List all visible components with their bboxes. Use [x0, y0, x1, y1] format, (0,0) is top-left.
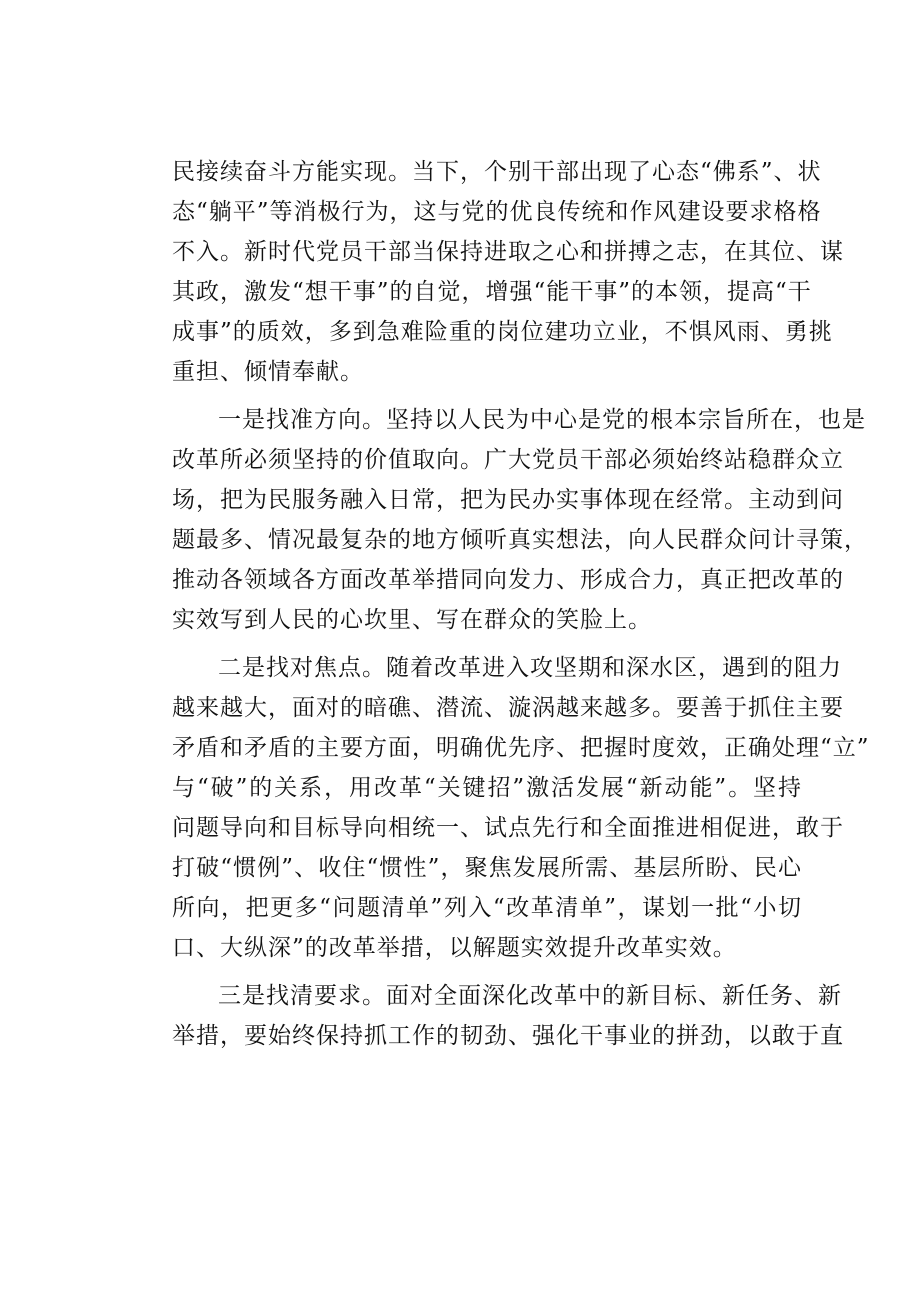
text-line: 民接续奋斗方能实现。当下，个别干部出现了心态“佛系”、状: [172, 159, 822, 185]
text-line: 举措，要始终保持抓工作的韧劲、强化干事业的拼劲，以敢于直: [172, 1023, 844, 1049]
text-line: 一是找准方向。坚持以人民为中心是党的根本宗旨所在，也是: [218, 407, 866, 433]
text-line: 重担、倾情奉献。: [172, 359, 364, 385]
text-line: 其政，激发“想干事”的自觉，增强“能干事”的本领，提高“干: [172, 279, 812, 305]
text-line: 实效写到人民的心坎里、写在群众的笑脸上。: [172, 607, 652, 633]
text-line: 越来越大，面对的暗礁、潜流、漩涡越来越多。要善于抓住主要: [172, 695, 844, 721]
text-line: 所向，把更多“问题清单”列入“改革清单”，谋划一批“小切: [172, 895, 802, 921]
text-line: 成事”的质效，多到急难险重的岗位建功立业，不惧风雨、勇挑: [172, 319, 833, 345]
text-line: 态“躺平”等消极行为，这与党的优良传统和作风建设要求格格: [172, 199, 822, 225]
text-line: 场，把为民服务融入日常，把为民办实事体现在经常。主动到问: [172, 487, 844, 513]
paragraph-focus: [172, 648, 870, 968]
text-line: 题最多、情况最复杂的地方倾听真实想法，向人民群众问计寻策，: [172, 527, 868, 553]
text-line: 推动各领域各方面改革举措同向发力、形成合力，真正把改革的: [172, 567, 844, 593]
text-line: 三是找清要求。面对全面深化改革中的新目标、新任务、新: [218, 983, 842, 1009]
text-line: 口、大纵深”的改革举措，以解题实效提升改革实效。: [172, 935, 737, 961]
paragraph-requirements: [172, 976, 844, 1056]
text-line: 改革所必须坚持的价值取向。广大党员干部必须始终站稳群众立: [172, 447, 844, 473]
text-line: 与“破”的关系，用改革“关键招”激活发展“新动能”。坚持: [172, 775, 802, 801]
paragraph-intro-continuation: [172, 152, 844, 392]
text-line: 矛盾和矛盾的主要方面，明确优先序、把握时度效，正确处理“立”: [172, 735, 870, 761]
text-line: 打破“惯例”、收住“惯性”，聚焦发展所需、基层所盼、民心: [172, 855, 802, 881]
text-line: 二是找对焦点。随着改革进入攻坚期和深水区，遇到的阻力: [218, 655, 842, 681]
text-line: 问题导向和目标导向相统一、试点先行和全面推进相促进，敢于: [172, 815, 844, 841]
paragraph-direction: [172, 400, 868, 640]
document-body: [172, 152, 870, 1064]
text-line: 不入。新时代党员干部当保持进取之心和拼搏之志，在其位、谋: [172, 239, 844, 265]
